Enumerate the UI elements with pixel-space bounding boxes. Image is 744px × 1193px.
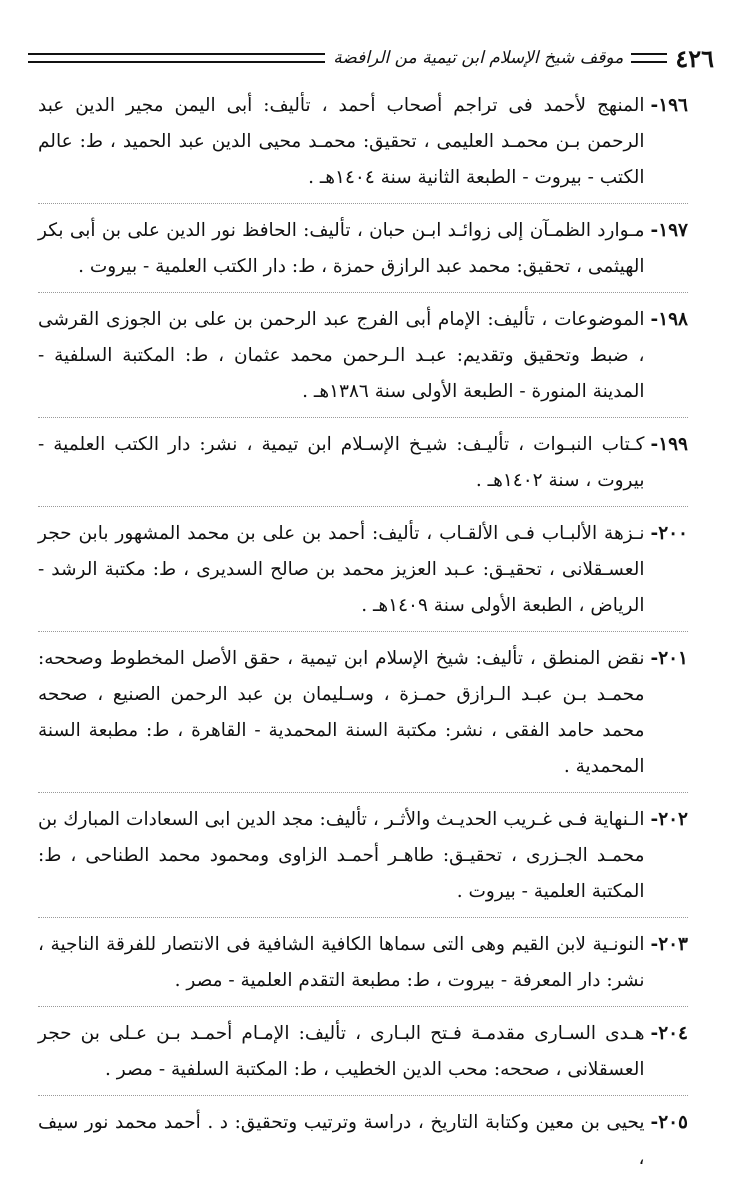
entry-text: مـوارد الظمـآن إلى زوائـد ابـن حبان ، تأليف: الحافظ نور الدين على بن أبى بكر الهيثمى ، تحقيق: محمد عبد الرازق حمزة ، ط: دار الكتب العلمية - بيروت . <box>38 220 645 277</box>
bibliography-entry <box>38 927 688 1007</box>
entry-number: ١٩٨- <box>650 309 688 330</box>
entry-text: كـتاب النبـوات ، تأليـف: شيـخ الإسـلام ابن تيمية ، نشر: دار الكتب العلمية - بيروت ، سنة ١٤٠٢هـ . <box>38 434 645 491</box>
entry-number: ٢٠٤- <box>650 1023 688 1044</box>
header-rule-long <box>28 53 325 63</box>
entry-number: ١٩٩- <box>650 434 688 455</box>
running-title: موقف شيخ الإسلام ابن تيمية من الرافضة <box>333 48 624 68</box>
bibliography-entry <box>38 516 688 632</box>
entry-number: ٢٠٥- <box>650 1112 688 1133</box>
page-number: ٤٢٦ <box>675 43 714 73</box>
entry-text: يحيى بن معين وكتابة التاريخ ، دراسة وترتيب وتحقيق: د . أحمد محمد نور سيف ، <box>38 1112 645 1169</box>
bibliography-entry <box>38 1016 688 1096</box>
entry-number: ٢٠٣- <box>650 934 688 955</box>
entry-number: ٢٠٢- <box>650 809 688 830</box>
entry-text: نـزهة الألبـاب فـى الألقـاب ، تأليف: أحمد بن على بن محمد المشهور بابن حجر العسـقلانى ، تحقيـق: عـبد العزيز محمد بن صالح السديرى ، ط: مكتبة الرشد - الرياض ، الطبعة الأولى سنة ١٤٠٩هـ . <box>38 523 645 616</box>
page-header <box>28 38 714 78</box>
bibliography-entry <box>38 88 688 204</box>
entry-text: الـنهاية فـى غـريب الحديـث والأثـر ، تأليف: مجد الدين ابى السعادات المبارك بن محمـد الجـزرى ، تحقيـق: طاهـر أحمـد الزاوى ومحمود محمد الطناحى ، ط: المكتبة العلمية - بيروت . <box>38 809 645 902</box>
entry-number: ٢٠٠- <box>650 523 688 544</box>
entry-number: ١٩٧- <box>650 220 688 241</box>
bibliography-entry <box>38 1105 688 1184</box>
bibliography-entry <box>38 302 688 418</box>
entry-text: هـدى السـارى مقدمـة فـتح البـارى ، تأليف: الإمـام أحمـد بـن عـلى بن حجر العسقلانى ، صححه: محب الدين الخطيب ، ط: المكتبة السلفية - مصر . <box>38 1023 645 1080</box>
bibliography-list <box>38 88 688 1193</box>
bibliography-entry <box>38 802 688 918</box>
entry-number: ١٩٦- <box>650 95 688 116</box>
bibliography-entry <box>38 641 688 793</box>
bibliography-entry <box>38 427 688 507</box>
header-rule-short <box>631 53 667 63</box>
entry-text: النونـية لابن القيم وهى التى سماها الكافية الشافية فى الانتصار للفرقة الناجية ، نشر: دار المعرفة - بيروت ، ط: مطبعة التقدم العلمية - مصر . <box>38 934 645 991</box>
entry-text: نقض المنطق ، تأليف: شيخ الإسلام ابن تيمية ، حقق الأصل المخطوط وصححه: محمـد بـن عبـد الـرازق حمـزة ، وسـليمان بن عبد الرحمن الصنيع ، صححه محمد حامد الفقى ، نشر: مكتبة السنة المحمدية - القاهرة ، ط: مطبعة السنة المحمدية . <box>38 648 645 777</box>
bibliography-entry <box>38 213 688 293</box>
entry-text: الموضوعات ، تأليف: الإمام أبى الفرج عبد الرحمن بن على بن الجوزى القرشى ، ضبط وتحقيق وتقديم: عبـد الـرحمن محمد عثمان ، ط: المكتبة السلفية - المدينة المنورة - الطبعة الأولى سنة ١٣٨٦هـ . <box>38 309 645 402</box>
entry-text: المنهج لأحمد فى تراجم أصحاب أحمد ، تأليف: أبى اليمن مجير الدين عبد الرحمن بـن محمـد العليمى ، تحقيق: محمـد محيى الدين عبد الحميد ، ط: عالم الكتب - بيروت - الطبعة الثانية سنة ١٤٠٤هـ . <box>38 95 645 188</box>
entry-number: ٢٠١- <box>650 648 688 669</box>
